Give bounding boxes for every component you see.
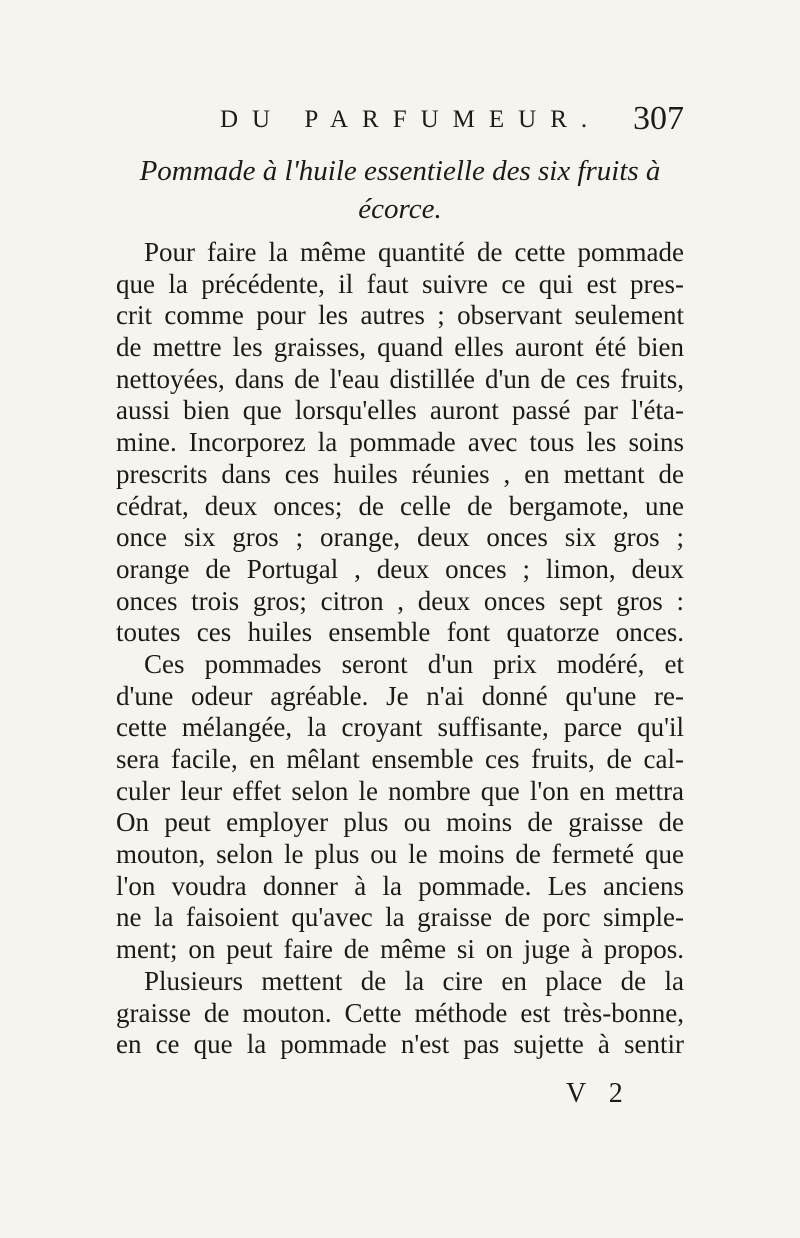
text-line: mouton, selon le plus ou le moins de fermeté que <box>116 839 684 870</box>
text-line: prescrits dans ces huiles réunies , en mettant de <box>116 458 684 489</box>
signature-mark: V 2 <box>566 1078 631 1109</box>
text-line: Plusieurs mettent de la cire en place de la <box>144 965 684 996</box>
text-line: graisse de mouton. Cette méthode est très-bonne, <box>116 997 684 1028</box>
text-line: onces trois gros; citron , deux onces sept gros : <box>116 585 684 616</box>
text-line: nettoyées, dans de l'eau distillée d'un de ces fruits, <box>116 363 684 394</box>
text-line: Ces pommades seront d'un prix modéré, et <box>144 648 684 679</box>
running-head <box>116 100 684 144</box>
text-line: d'une odeur agréable. Je n'ai donné qu'une re- <box>116 680 684 711</box>
body-text <box>116 237 684 1061</box>
text-line: ne la faisoient qu'avec la graisse de porc simple- <box>116 902 684 933</box>
section-title-line-1: Pommade à l'huile essentielle des six fruits à <box>139 155 661 187</box>
text-line: crit comme pour les autres ; observant seulement <box>116 300 684 331</box>
text-line: orange de Portugal , deux onces ; limon, deux <box>116 553 684 584</box>
text-line: en ce que la pommade n'est pas sujette à sentir <box>116 1029 684 1060</box>
running-title: DU PARFUMEUR. <box>220 106 602 133</box>
text-line: ment; on peut faire de même si on juge à propos. <box>116 934 684 965</box>
text-line: l'on voudra donner à la pommade. Les anciens <box>116 870 684 901</box>
text-line: Pour faire la même quantité de cette pommade <box>144 237 684 267</box>
text-line: toutes ces huiles ensemble font quatorze onces. <box>116 617 684 648</box>
text-line: culer leur effet selon le nombre que l'on en mettra <box>116 775 684 806</box>
text-line: sera facile, en mêlant ensemble ces fruits, de cal- <box>116 744 684 774</box>
text-line: On peut employer plus ou moins de graisse de <box>116 807 684 838</box>
text-line: aussi bien que lorsqu'elles auront passé par l'éta- <box>116 395 684 426</box>
text-line: mine. Incorporez la pommade avec tous les soins <box>116 427 684 458</box>
text-line: cédrat, deux onces; de celle de bergamote, une <box>116 490 684 521</box>
section-title-line-2: écorce. <box>358 193 442 225</box>
text-line: once six gros ; orange, deux onces six gros ; <box>116 522 684 553</box>
page-number: 307 <box>633 100 684 137</box>
text-line: cette mélangée, la croyant suffisante, parce qu'il <box>116 712 684 743</box>
section-title <box>116 152 684 228</box>
text-line: de mettre les graisses, quand elles auront été bien <box>116 332 684 363</box>
text-line: que la précédente, il faut suivre ce qui est pres- <box>116 268 684 299</box>
